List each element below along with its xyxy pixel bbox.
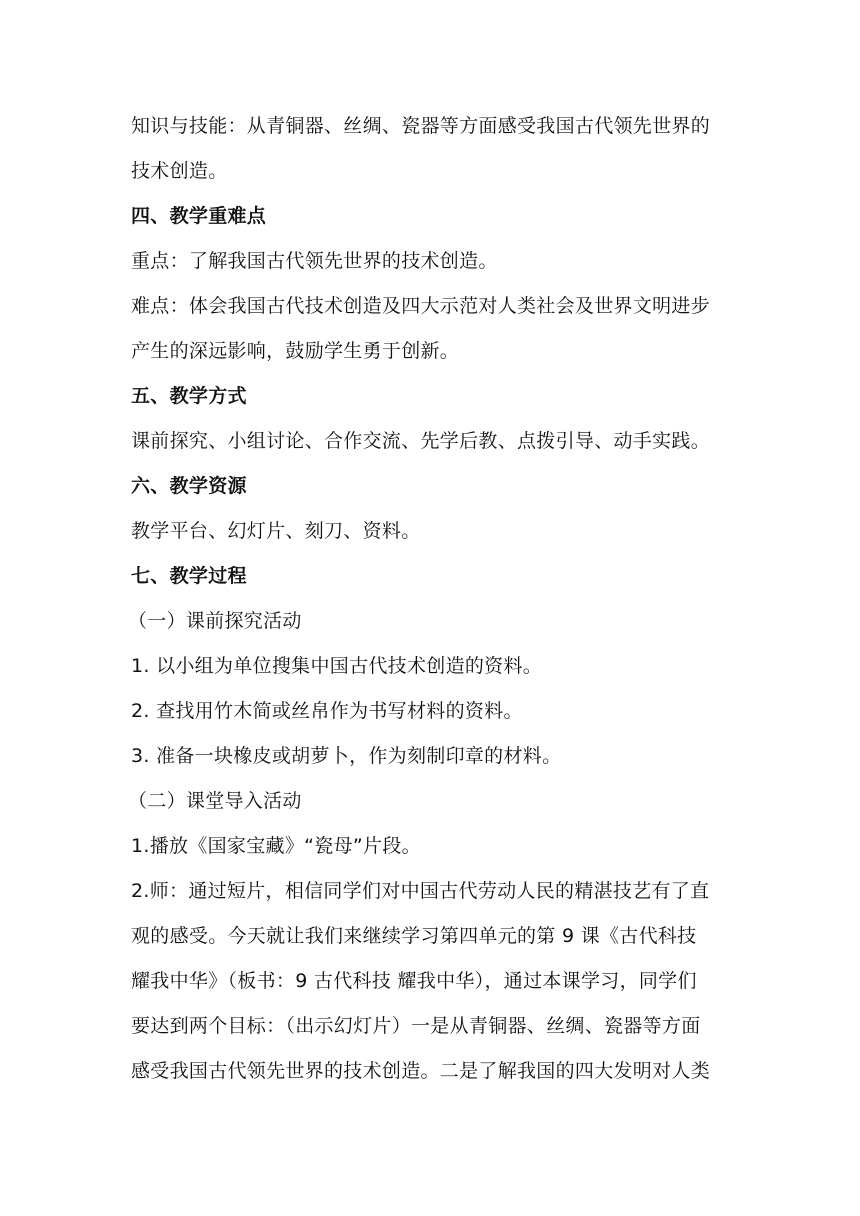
list-item: 3. 准备一块橡皮或胡萝卜，作为刻制印章的材料。 [131,745,562,767]
section-heading: 七、教学过程 [131,565,247,587]
section-heading: 四、教学重难点 [131,205,267,227]
section-heading: 五、教学方式 [131,385,247,407]
text-line: 产生的深远影响，鼓励学生勇于创新。 [131,340,460,362]
text-line: 教学平台、幻灯片、刻刀、资料。 [131,520,421,542]
list-item: 1. 以小组为单位搜集中国古代技术创造的资料。 [131,655,543,677]
text-line: 重点：了解我国古代领先世界的技术创造。 [131,250,498,272]
list-item: 1.播放《国家宝藏》“瓷母”片段。 [131,835,421,857]
subsection-heading: （一）课前探究活动 [128,610,302,632]
text-line: 耀我中华》（板书：9 古代科技 耀我中华），通过本课学习，同学们 [131,970,697,992]
text-line: 要达到两个目标：（出示幻灯片）一是从青铜器、丝绸、瓷器等方面 [131,1015,701,1037]
list-item: 2. 查找用竹木简或丝帛作为书写材料的资料。 [131,700,523,722]
text-line: 感受我国古代领先世界的技术创造。二是了解我国的四大发明对人类 [131,1060,711,1082]
text-line: 课前探究、小组讨论、合作交流、先学后教、点拨引导、动手实践。 [131,430,711,452]
section-heading: 六、教学资源 [131,475,247,497]
text-line: 观的感受。今天就让我们来继续学习第四单元的第 9 课《古代科技 [131,925,697,947]
text-line: 技术创造。 [131,160,228,182]
text-line: 难点：体会我国古代技术创造及四大示范对人类社会及世界文明进步 [131,295,711,317]
subsection-heading: （二）课堂导入活动 [128,790,302,812]
text-line: 知识与技能：从青铜器、丝绸、瓷器等方面感受我国古代领先世界的 [131,115,711,137]
list-item: 2.师：通过短片，相信同学们对中国古代劳动人民的精湛技艺有了直 [131,880,710,902]
